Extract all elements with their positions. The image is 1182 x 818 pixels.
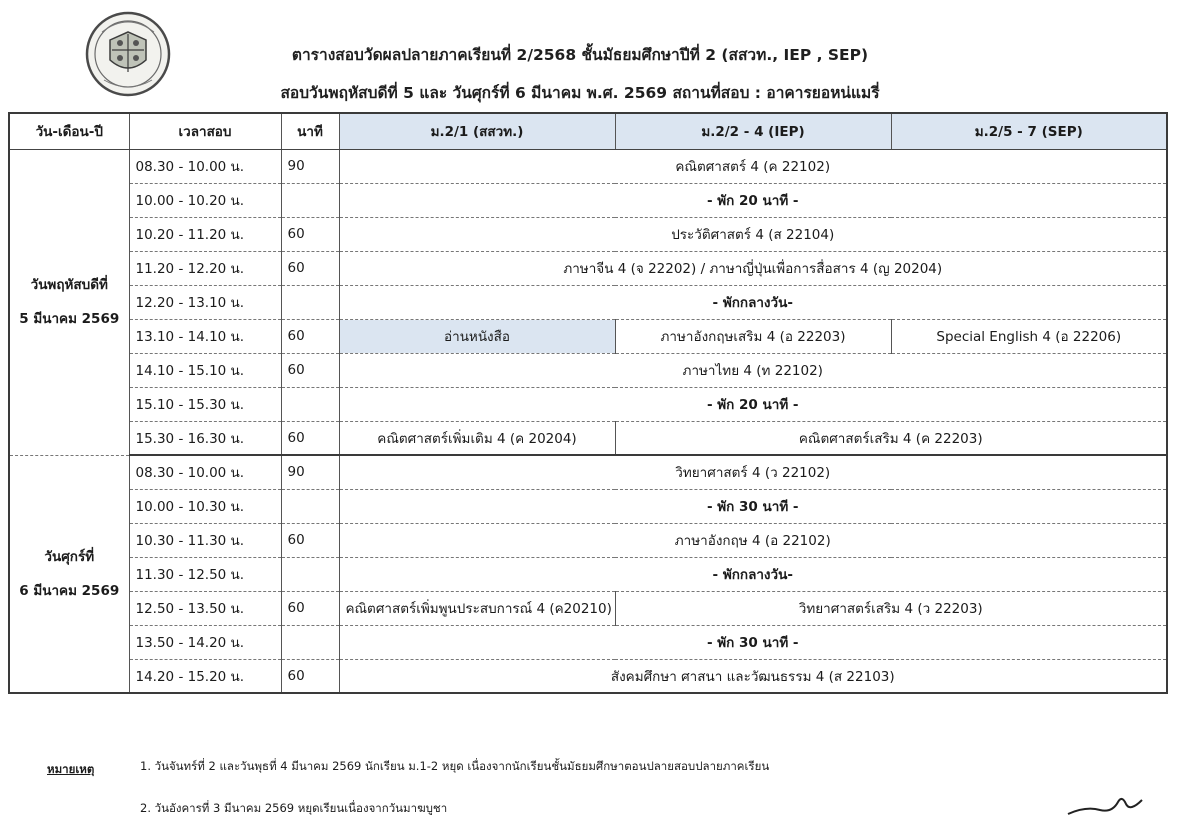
exam-schedule-table — [8, 112, 1168, 694]
table-row — [9, 523, 1167, 557]
time-cell: 15.10 - 15.30 น. — [129, 387, 281, 421]
header-date: วัน-เดือน-ปี — [9, 113, 129, 149]
subject-cell-m2-1: อ่านหนังสือ — [339, 319, 615, 353]
break-cell: - พัก 20 นาที - — [339, 183, 1167, 217]
table-row — [9, 217, 1167, 251]
header-class-m2-2-4: ม.2/2 - 4 (IEP) — [615, 113, 891, 149]
minutes-cell — [281, 285, 339, 319]
minutes-cell — [281, 557, 339, 591]
header-class-m2-5-7: ม.2/5 - 7 (SEP) — [891, 113, 1167, 149]
minutes-cell: 60 — [281, 523, 339, 557]
break-cell: - พัก 30 นาที - — [339, 489, 1167, 523]
page-title: ตารางสอบวัดผลปลายภาคเรียนที่ 2/2568 ชั้นมัธยมศึกษาปีที่ 2 (สสวท., IEP , SEP) — [291, 46, 869, 64]
table-row — [9, 353, 1167, 387]
table-header-row — [9, 113, 1167, 149]
subject-cell: ภาษาอังกฤษ 4 (อ 22102) — [339, 523, 1167, 557]
minutes-cell: 60 — [281, 217, 339, 251]
table-row — [9, 591, 1167, 625]
time-cell: 11.20 - 12.20 น. — [129, 251, 281, 285]
table-row — [9, 251, 1167, 285]
table-row — [9, 659, 1167, 693]
time-cell: 10.00 - 10.20 น. — [129, 183, 281, 217]
header-time: เวลาสอบ — [129, 113, 281, 149]
header-minutes: นาที — [281, 113, 339, 149]
time-cell: 10.30 - 11.30 น. — [129, 523, 281, 557]
subject-cell-m2-2-7: คณิตศาสตร์เสริม 4 (ค 22203) — [615, 421, 1167, 455]
day-date: 5 มีนาคม 2569 — [19, 311, 120, 327]
subject-cell: คณิตศาสตร์ 4 (ค 22102) — [339, 149, 1167, 183]
time-cell: 15.30 - 16.30 น. — [129, 421, 281, 455]
time-cell: 10.00 - 10.30 น. — [129, 489, 281, 523]
table-row — [9, 557, 1167, 591]
minutes-cell: 60 — [281, 591, 339, 625]
minutes-cell — [281, 489, 339, 523]
minutes-cell — [281, 387, 339, 421]
minutes-cell — [281, 625, 339, 659]
subject-cell-m2-1: คณิตศาสตร์เพิ่มพูนประสบการณ์ 4 (ค20210) — [339, 591, 615, 625]
subject-cell-m2-5-7: Special English 4 (อ 22206) — [891, 319, 1167, 353]
minutes-cell: 60 — [281, 353, 339, 387]
subject-cell-m2-2-7: วิทยาศาสตร์เสริม 4 (ว 22203) — [615, 591, 1167, 625]
header-class-m2-1: ม.2/1 (สสวท.) — [339, 113, 615, 149]
note-item: 2. วันอังคารที่ 3 มีนาคม 2569 หยุดเรียนเนื่องจากวันมาฆบูชา — [140, 801, 448, 815]
break-cell: - พัก 30 นาที - — [339, 625, 1167, 659]
time-cell: 14.10 - 15.10 น. — [129, 353, 281, 387]
table-row — [9, 149, 1167, 183]
subject-cell: ภาษาจีน 4 (จ 22202) / ภาษาญี่ปุ่นเพื่อการสื่อสาร 4 (ญ 20204) — [339, 251, 1167, 285]
minutes-cell: 60 — [281, 319, 339, 353]
minutes-cell: 60 — [281, 251, 339, 285]
table-row — [9, 421, 1167, 455]
day-name: วันพฤหัสบดีที่ — [30, 277, 108, 293]
time-cell: 12.20 - 13.10 น. — [129, 285, 281, 319]
subject-cell: สังคมศึกษา ศาสนา และวัฒนธรรม 4 (ส 22103) — [339, 659, 1167, 693]
break-cell: - พัก 20 นาที - — [339, 387, 1167, 421]
subject-cell-m2-2-4: ภาษาอังกฤษเสริม 4 (อ 22203) — [615, 319, 891, 353]
table-row — [9, 319, 1167, 353]
day-cell-thursday — [9, 149, 129, 455]
note-item: 1. วันจันทร์ที่ 2 และวันพุธที่ 4 มีนาคม 2569 นักเรียน ม.1-2 หยุด เนื่องจากนักเรียนชั้นมัธยมศึกษาตอนปลายสอบปลายภาคเรียน — [140, 759, 770, 773]
day-cell-friday — [9, 455, 129, 693]
table-row — [9, 625, 1167, 659]
break-cell: - พักกลางวัน- — [339, 557, 1167, 591]
signature-mark — [1066, 796, 1146, 816]
table-row — [9, 285, 1167, 319]
notes-label: หมายเหตุ — [47, 762, 95, 776]
minutes-cell — [281, 183, 339, 217]
day-date: 6 มีนาคม 2569 — [19, 582, 120, 599]
table-row — [9, 183, 1167, 217]
time-cell: 08.30 - 10.00 น. — [129, 149, 281, 183]
table-row — [9, 455, 1167, 489]
subject-cell-m2-1: คณิตศาสตร์เพิ่มเติม 4 (ค 20204) — [339, 421, 615, 455]
table-row — [9, 387, 1167, 421]
time-cell: 13.50 - 14.20 น. — [129, 625, 281, 659]
time-cell: 11.30 - 12.50 น. — [129, 557, 281, 591]
time-cell: 12.50 - 13.50 น. — [129, 591, 281, 625]
minutes-cell: 90 — [281, 149, 339, 183]
subject-cell: วิทยาศาสตร์ 4 (ว 22102) — [339, 455, 1167, 489]
school-crest-icon — [80, 10, 176, 98]
minutes-cell: 60 — [281, 421, 339, 455]
time-cell: 08.30 - 10.00 น. — [129, 455, 281, 489]
break-cell: - พักกลางวัน- — [339, 285, 1167, 319]
minutes-cell: 90 — [281, 455, 339, 489]
time-cell: 10.20 - 11.20 น. — [129, 217, 281, 251]
page-subtitle: สอบวันพฤหัสบดีที่ 5 และ วันศุกร์ที่ 6 มีนาคม พ.ศ. 2569 สถานที่สอบ : อาคารยอหน่แมรี่ — [280, 84, 880, 102]
day-name: วันศุกร์ที่ — [44, 548, 95, 565]
subject-cell: ภาษาไทย 4 (ท 22102) — [339, 353, 1167, 387]
time-cell: 13.10 - 14.10 น. — [129, 319, 281, 353]
minutes-cell: 60 — [281, 659, 339, 693]
time-cell: 14.20 - 15.20 น. — [129, 659, 281, 693]
subject-cell: ประวัติศาสตร์ 4 (ส 22104) — [339, 217, 1167, 251]
table-row — [9, 489, 1167, 523]
